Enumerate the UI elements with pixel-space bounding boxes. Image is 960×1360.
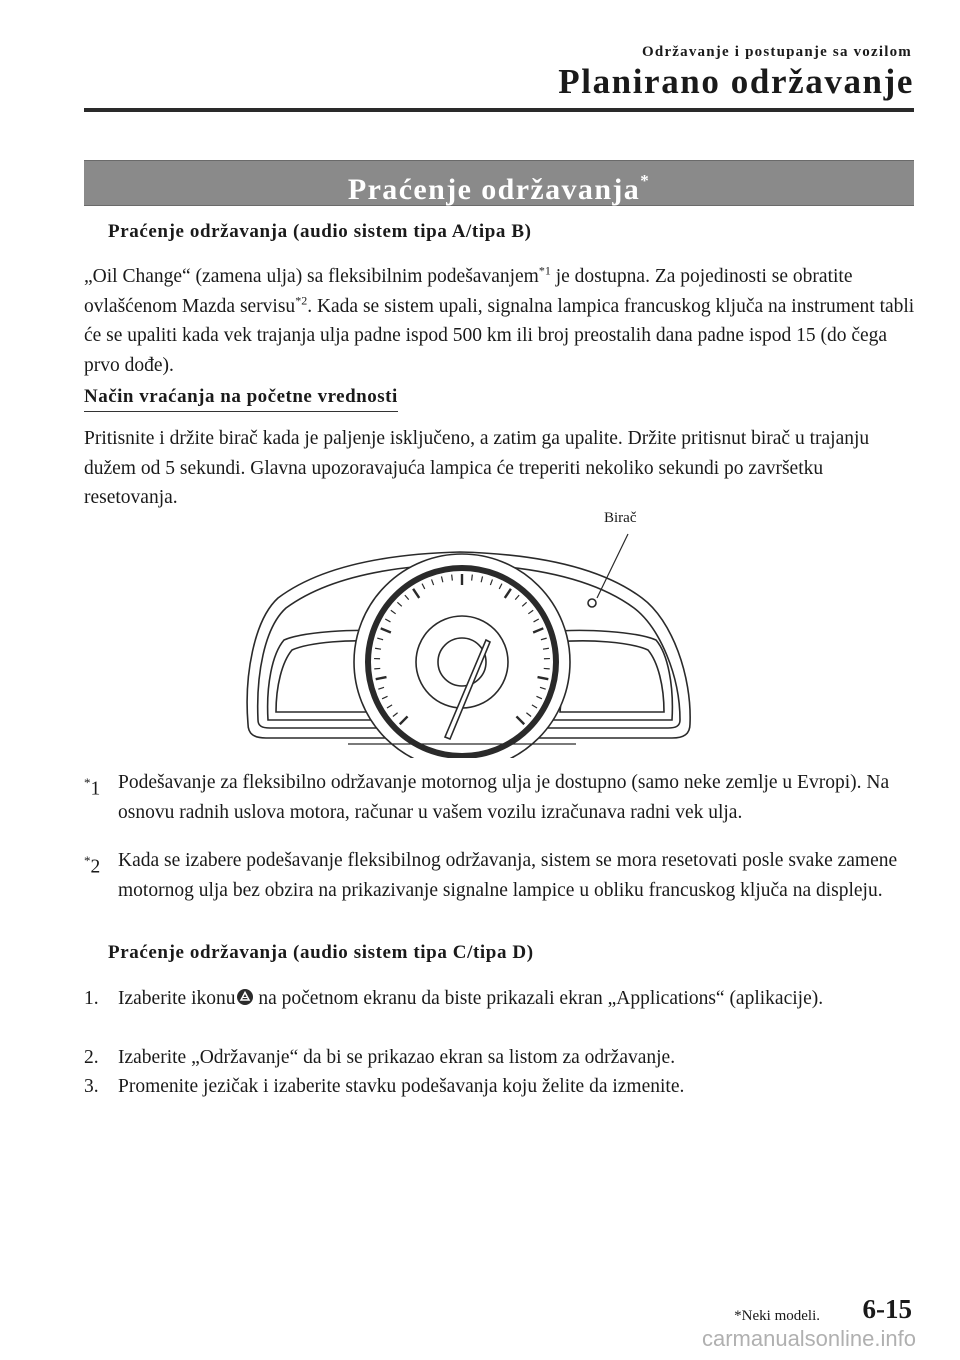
header-rule — [84, 108, 914, 112]
page-title-text: Praćenje održavanja — [347, 173, 641, 206]
section-label: Održavanje i postupanje sa vozilom — [642, 44, 912, 60]
page-number: 6-15 — [862, 1294, 912, 1324]
step-1-text — [84, 984, 914, 1014]
list-item — [84, 1072, 914, 1102]
tachometer-tick — [472, 575, 473, 581]
step-3-number: 3. — [84, 1076, 99, 1097]
models-footnote: *Neki modeli. — [734, 1308, 820, 1324]
subheading-type-c-d: Praćenje održavanja (audio sistem tipa C/tipa D) — [108, 942, 534, 963]
step-1-text-after: na početnom ekranu da biste prikazali ekran „Applications“ (aplikacije). — [253, 988, 824, 1009]
step-2-text: Izaberite „Održavanje“ da bi se prikazao ekran sa listom za održavanje. — [118, 1047, 676, 1068]
step-1-text-before: Izaberite ikonu — [118, 988, 236, 1009]
footnote-1 — [84, 768, 914, 827]
applications-icon — [236, 988, 254, 1006]
right-display-screen — [558, 641, 664, 712]
footnote-1-marker — [84, 768, 100, 804]
subheading-type-a-b: Praćenje održavanja (audio sistem tipa A/tipa B) — [108, 221, 532, 242]
intro-text-3: . Kada se sistem upali, signalna lampica francuskog ključa na instrument tabli će se upaliti kada vek trajanja ulja padne ispod 500 km ili broj preostalih dana padne ispod 15 (do čega prvo dođe). — [84, 295, 915, 376]
page-title — [84, 160, 914, 206]
footnote-2 — [84, 846, 914, 905]
step-2-number: 2. — [84, 1047, 99, 1068]
footnote-ref-2: *2 — [295, 293, 308, 307]
footnote-1-asterisk: * — [84, 775, 91, 790]
instrument-cluster-illustration — [240, 528, 700, 758]
callout-leader-line — [597, 534, 628, 598]
step-3-text: Promenite jezičak i izaberite stavku podešavanja koju želite da izmenite. — [118, 1076, 685, 1097]
footnote-1-number: 1 — [90, 778, 101, 800]
title-asterisk: * — [640, 171, 651, 190]
footnote-ref-1: *1 — [538, 263, 551, 278]
intro-paragraph — [84, 262, 919, 380]
reset-paragraph: Pritisnite i držite birač kada je paljenje isključeno, a zatim ga upalite. Držite pritisnut birač u trajanju dužem od 5 sekundi. Glavna upozoravajuća lampica će treperiti nekoliko sekundi po završetku resetovanja. — [84, 428, 870, 508]
selector-knob — [588, 599, 596, 607]
tachometer-tick — [452, 575, 453, 581]
footnote-2-asterisk: * — [84, 853, 91, 868]
footnote-2-number: 2 — [90, 856, 101, 878]
intro-text-2: je dostupna. Za pojedinosti se obratite ovlašćenom Mazda servisu — [84, 266, 853, 317]
step-1-number: 1. — [84, 988, 99, 1009]
footnote-2-marker — [84, 846, 100, 882]
selector-callout-label: Birač — [604, 510, 637, 526]
footnote-2-text: Kada se izabere podešavanje fleksibilnog održavanja, sistem se mora resetovati posle svake zamene motornog ulja bez obzira na prikazivanje signalne lampice u obliku francuskog ključa na displeju. — [118, 850, 898, 901]
chapter-title: Planirano održavanje — [558, 62, 914, 101]
list-item — [84, 1043, 914, 1073]
list-item — [84, 984, 914, 1014]
intro-text-1: „Oil Change“ (zamena ulja) sa fleksibilnim podešavanjem — [84, 266, 539, 287]
watermark: carmanualsonline.info — [701, 1326, 916, 1351]
footnote-1-text: Podešavanje za fleksibilno održavanje motornog ulja je dostupno (samo neke zemlje u Evropi). Na osnovu radnih uslova motora, računar u vašem vozilu izračunava radni vek ulja. — [118, 772, 890, 823]
reset-heading: Način vraćanja na početne vrednosti — [84, 386, 398, 412]
